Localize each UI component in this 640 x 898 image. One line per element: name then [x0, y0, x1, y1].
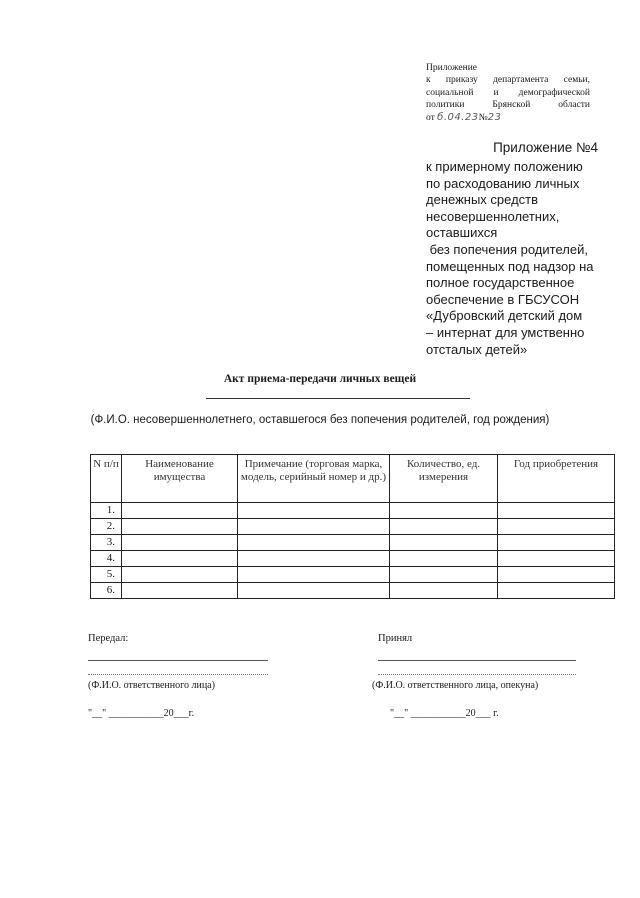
appendix-line: полное государственное: [426, 275, 575, 291]
cell-item-name[interactable]: [122, 583, 238, 599]
header-note: Примечание (торговая марка, модель, серийный номер и др.): [238, 455, 390, 503]
cell-quantity[interactable]: [390, 519, 498, 535]
cell-year[interactable]: [498, 519, 615, 535]
appendix-line: по расходованию личных: [426, 175, 580, 191]
header-item-name: Наименование имущества: [122, 455, 238, 503]
row-number: 2.: [91, 519, 122, 535]
items-table: [90, 454, 615, 599]
cell-year[interactable]: [498, 503, 615, 519]
sig-right-label: Принял: [378, 633, 413, 644]
appendix-line: помещенных под надзор на: [426, 258, 594, 274]
appendix-line: обеспечение в ГБСУСОН: [426, 291, 580, 307]
cell-year[interactable]: [498, 567, 615, 583]
fio-fill-line: [206, 398, 470, 399]
sig-left-label: Передал:: [88, 633, 129, 644]
cell-item-name[interactable]: [122, 535, 238, 551]
table-row: [91, 551, 615, 567]
cell-quantity[interactable]: [390, 535, 498, 551]
row-number: 1.: [91, 503, 122, 519]
cell-item-name[interactable]: [122, 567, 238, 583]
cell-quantity[interactable]: [390, 567, 498, 583]
cell-item-name[interactable]: [122, 551, 238, 567]
order-note-line: к приказу департамента семьи,: [426, 75, 590, 86]
sig-left-line-2: [88, 674, 268, 675]
order-note-line: социальной и демографической: [426, 87, 590, 98]
cell-item-name[interactable]: [122, 519, 238, 535]
order-note-date-line: [426, 112, 590, 124]
fio-caption: (Ф.И.О. несовершеннолетнего, оставшегося без попечения родителей, год рождения): [90, 414, 550, 426]
order-note: [426, 62, 590, 124]
order-note-number-value: 23: [487, 111, 502, 123]
appendix-line: к примерному положению: [426, 159, 583, 174]
appendix-line: отсталых детей»: [426, 341, 528, 357]
appendix-line: оставшихся: [426, 225, 498, 241]
row-number: 3.: [91, 535, 122, 551]
appendix-line: несовершеннолетних,: [426, 208, 560, 224]
cell-item-name[interactable]: [122, 503, 238, 519]
cell-note[interactable]: [238, 519, 390, 535]
sig-left-date: "__" ___________20___г.: [88, 708, 195, 719]
appendix-line: – интернат для умственно: [426, 324, 585, 340]
order-note-from-prefix: от: [426, 112, 435, 123]
cell-year[interactable]: [498, 535, 615, 551]
row-number: 4.: [91, 551, 122, 567]
order-note-line: политики Брянской области: [426, 100, 590, 111]
sig-left-line[interactable]: [88, 660, 268, 661]
sig-right-line-2: [378, 674, 576, 675]
sig-right-caption: (Ф.И.О. ответственного лица, опекуна): [372, 680, 539, 691]
sig-right-line[interactable]: [378, 660, 576, 661]
cell-note[interactable]: [238, 567, 390, 583]
cell-note[interactable]: [238, 551, 390, 567]
appendix-line: денежных средств: [426, 192, 539, 208]
cell-year[interactable]: [498, 583, 615, 599]
table-row: [91, 567, 615, 583]
sig-left-caption: (Ф.И.О. ответственного лица): [88, 680, 215, 691]
header-year: Год приобретения: [498, 455, 615, 503]
act-title: Акт приема-передачи личных вещей: [223, 373, 417, 385]
row-number: 5.: [91, 567, 122, 583]
appendix-line: без попечения родителей,: [426, 241, 588, 257]
cell-quantity[interactable]: [390, 503, 498, 519]
sig-right-date: "__" ___________20___ г.: [390, 708, 499, 719]
cell-quantity[interactable]: [390, 551, 498, 567]
cell-note[interactable]: [238, 535, 390, 551]
cell-year[interactable]: [498, 551, 615, 567]
cell-note[interactable]: [238, 583, 390, 599]
order-note-date-value: б.04.23: [437, 111, 479, 123]
cell-note[interactable]: [238, 503, 390, 519]
appendix-title: Приложение №4: [493, 140, 598, 155]
order-note-line: Приложение: [426, 63, 477, 73]
appendix-line: «Дубровский детский дом: [426, 308, 583, 324]
appendix-body: [426, 159, 606, 358]
header-quantity: Количество, ед. измерения: [390, 455, 498, 503]
table-row: [91, 583, 615, 599]
table-row: [91, 535, 615, 551]
table-header-row: [91, 455, 615, 503]
table-row: [91, 503, 615, 519]
row-number: 6.: [91, 583, 122, 599]
table-row: [91, 519, 615, 535]
header-number: N п/п: [91, 455, 122, 503]
order-note-number-prefix: №: [478, 112, 488, 123]
cell-quantity[interactable]: [390, 583, 498, 599]
